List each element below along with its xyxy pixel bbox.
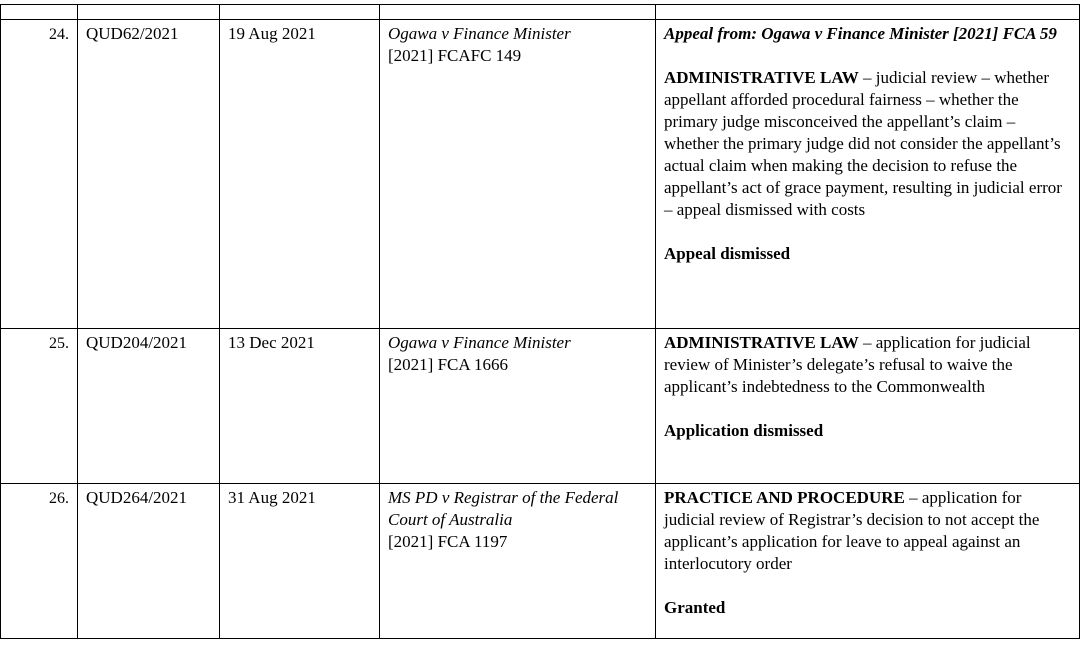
case-citation [380, 20, 656, 329]
header-cell [78, 5, 220, 20]
file-number: QUD264/2021 [78, 484, 220, 639]
header-cell [220, 5, 380, 20]
judgment-date: 31 Aug 2021 [220, 484, 380, 639]
citation: [2021] FCAFC 149 [388, 46, 522, 65]
outcome: Appeal dismissed [664, 244, 791, 263]
appeal-from: Appeal from: Ogawa v Finance Minister [2021] FCA 59 [664, 24, 1057, 43]
catchwords [656, 484, 1080, 639]
header-cell [656, 5, 1080, 20]
table-header-row [1, 5, 1080, 20]
case-name: MS PD v Registrar of the Federal Court of Australia [388, 488, 619, 529]
case-name: Ogawa v Finance Minister [388, 24, 571, 43]
header-cell [1, 5, 78, 20]
row-number: 25. [1, 329, 78, 484]
topic-heading: ADMINISTRATIVE LAW [664, 68, 859, 87]
file-number: QUD204/2021 [78, 329, 220, 484]
row-number: 24. [1, 20, 78, 329]
case-name: Ogawa v Finance Minister [388, 333, 571, 352]
topic-heading: ADMINISTRATIVE LAW [664, 333, 859, 352]
table-row [1, 484, 1080, 639]
summary: – application for judicial review of Minister’s delegate’s refusal to waive the applicant’s indebtedness to the Commonwealth [664, 333, 1031, 396]
row-number: 26. [1, 484, 78, 639]
outcome: Granted [664, 598, 726, 617]
catchwords [656, 329, 1080, 484]
case-citation [380, 484, 656, 639]
file-number: QUD62/2021 [78, 20, 220, 329]
topic-heading: PRACTICE AND PROCEDURE [664, 488, 905, 507]
catchwords-text [664, 67, 1071, 221]
table-row [1, 329, 1080, 484]
table-row [1, 20, 1080, 329]
catchwords-text [664, 487, 1071, 575]
catchwords [656, 20, 1080, 329]
cases-table [0, 4, 1080, 639]
judgment-date: 19 Aug 2021 [220, 20, 380, 329]
case-citation [380, 329, 656, 484]
outcome: Application dismissed [664, 421, 824, 440]
summary: – application for judicial review of Registrar’s decision to not accept the applicant’s application for leave to appeal against an interlocutory order [664, 488, 1040, 573]
catchwords-text [664, 332, 1071, 398]
header-cell [380, 5, 656, 20]
citation: [2021] FCA 1666 [388, 355, 508, 374]
citation: [2021] FCA 1197 [388, 532, 508, 551]
summary: – judicial review – whether appellant afforded procedural fairness – whether the primary judge misconceived the appellant’s claim – whether the primary judge did not consider the appellant’s actual claim when making the decision to refuse the appellant’s act of grace payment, resulting in judicial error – appeal dismissed with costs [664, 68, 1062, 219]
judgment-date: 13 Dec 2021 [220, 329, 380, 484]
